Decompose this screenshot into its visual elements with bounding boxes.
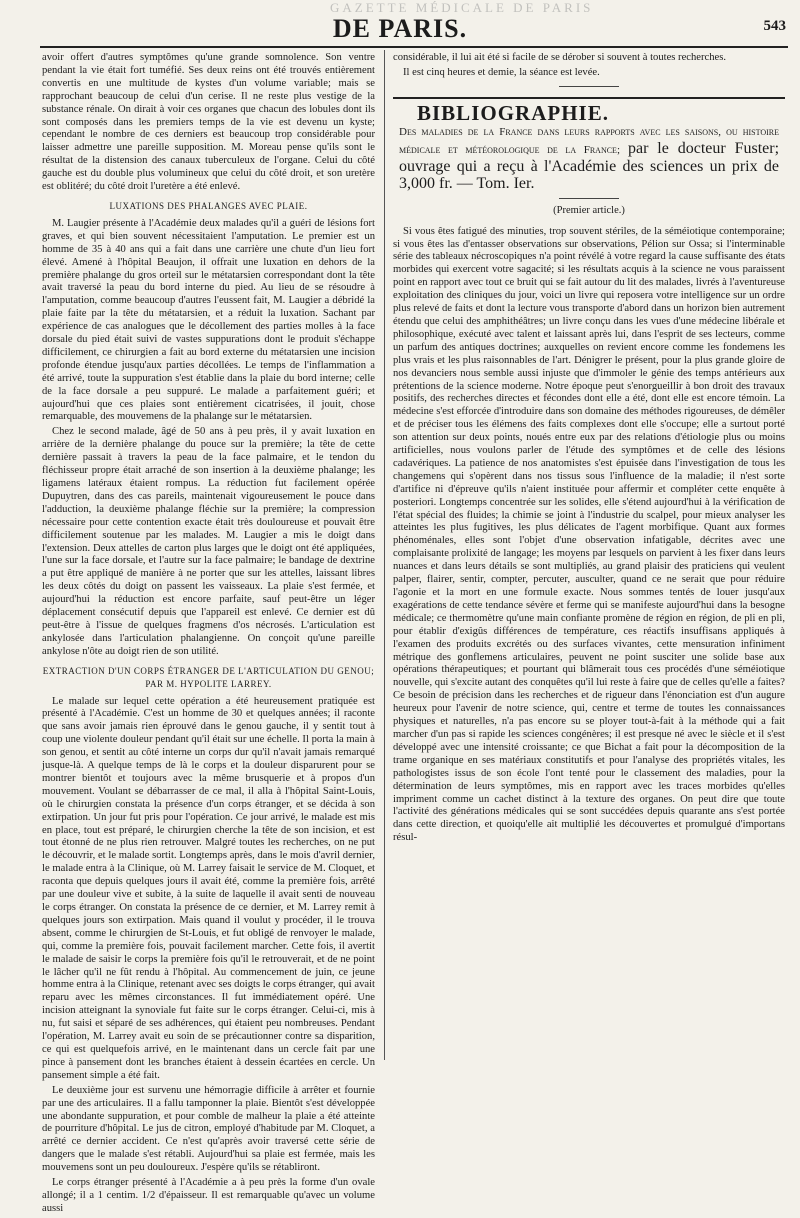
paragraph: Le malade sur lequel cette opération a été heureusement pratiquée est présenté à l'Académie. C'est un homme de 30 et quelques années; il raconte que sans avoir jamais rien éprouvé dans le genou gauche, il y sentit tout à coup une violente douleur pendant qu'il était sur une échelle. Il porta la main à son genou, et sentit au côté interne un corps dur qu'il n'avait jamais remarqué jusque-là. A quelque temps de là le corps et la douleur disparurent pour se montrer bientôt et toujours avec la même brusquerie et à propos d'un mouvement. Voulant se débarrasser de ce mal, il alla à l'hôpital Saint-Louis, où le chirurgien constata la présence d'un corps étranger, et se décida à son extirpation. Un jour fut pris pour l'opération. Ce jour arrivé, le malade est mis en place, tout est préparé, le chirurgien cherche la tête de son incision, et est tout étonné de ne plus rien retrouver. Malgré toutes les recherches, on ne put le découvrir, et le malade sortit. Longtemps après, dans le mois d'avril dernier, le malade entra à la Clinique, où M. Larrey faisait le service de M. Cloquet, et raconta que depuis quelques jours il avait été, comme la première fois, arrêté par une douleur vive et subite, à la suite de laquelle il avait senti de nouveau le corps étranger. On constata la présence de ce dernier, et M. Larrey remit à quelques jours son extirpation. Mais quand il voulut y procéder, il le trouva absent, comme le chirurgien de St-Louis, et fut obligé de renvoyer le malade, qui, comme la première fois, pouvait facilement marcher. Cette fois, il avertit le malade de saisir le corps la première fois qu'il le retrouverait, et de ne point le lâcher qu'il ne fût rendu à l'hôpital. Au commencement de juin, ce jeune homme entra à la Clinique, retenant avec ses doigts le corps étranger, qui avait reparu avec les mêmes circonstances. Il fut immédiatement opéré. Une incision atteignant la synoviale fut faite sur le corps étranger. Celui-ci, mis à nu, fut saisi et séparé de ses adhérences, qui étaient peu nombreuses. Pendant l'opération, M. Larrey avait eu soin de se précautionner contre sa disparition, ce qui est quelquefois arrivé, en le maintenant dans un cercle fait par une pince à pansement dont les branches étaient à dessein écartées en cercle. Un pansement simple a été fait. bbox=[42, 695, 375, 1081]
paragraph: considérable, il lui ait été si facile de se dérober si souvent à toutes recherches. bbox=[393, 52, 726, 63]
separator bbox=[559, 86, 619, 87]
section-heading: EXTRACTION D'UN CORPS ÉTRANGER DE L'ARTICULATION DU GENOU; PAR M. HYPOLITE LARREY. bbox=[42, 665, 375, 689]
page-number: 543 bbox=[763, 18, 786, 34]
book-citation bbox=[399, 124, 779, 192]
masthead-title: DE PARIS. bbox=[332, 14, 468, 43]
paragraph: Il est cinq heures et demie, la séance est levée. bbox=[403, 66, 600, 78]
ghost-banner: GAZETTE MÉDICALE DE PARIS bbox=[330, 0, 594, 15]
column-divider bbox=[384, 50, 385, 1060]
book-title: Des maladies de la France dans leurs rapports avec les saisons, ou histoire médicale et météorologique de la France; bbox=[399, 125, 779, 156]
left-column bbox=[42, 52, 375, 1218]
bibliography-title: BIBLIOGRAPHIE. bbox=[417, 100, 609, 125]
masthead bbox=[0, 14, 800, 44]
bibliography-section bbox=[393, 97, 785, 218]
book-author-note: par le docteur Fuster; ouvrage qui a reçu à l'Académie des sciences un prix de 3,000 fr. — Tom. Ier. bbox=[399, 139, 780, 192]
header-rule bbox=[40, 46, 788, 48]
paragraph: Chez le second malade, âgé de 50 ans à peu près, il y avait luxation en arrière de la dernière phalange du pouce sur la première; la tête de cette dernière passait à travers la peau de la face palmaire, et le tendon du fléchisseur propre était arraché de son insertion à la deuxième phalange; les ligamens latéraux étaient rompus. La réduction fut facilement opérée Dupuytren, dans des cas pareils, maintenait vigoureusement le pouce dans l'adduction, la deuxième phalange fléchie sur la première; la compression nécessaire pour cette contention exacte était très douloureuse et pouvait être difficilement soutenue par les malades. M. Laugier a mis le doigt dans l'extension. Deux attelles de carton plus larges que le doigt ont été appliquées, l'une sur la face dorsale, et l'autre sur la face palmaire; le bandage de dextrine a put être appliqué de manière à ne porter que sur les attelles, laissant libres les deux côtés du doigt on passent les vaisseaux. La plaie s'est fermée, et aujourd'hui la réduction est encore parfaite, sauf peut-être un léger déplacement consécutif depuis que l'appareil est enlevé. Ce dernier est dû peut-être à l'issue de quelques fragmens d'os nécrosés. L'articulation est ankylosée dans l'articulation phalangienne. On conçoit qu'une pareille ankylose n'ôte au doigt rien de son utilité. bbox=[42, 426, 375, 657]
paragraph: Si vous êtes fatigué des minuties, trop souvent stériles, de la séméiotique contemporaine; si vous êtes las d'entasser observations sur observations, Pélion sur Ossa; si l'interminable série des tableaux nécroscopiques n'a point révélé à votre regard la cause suffisante des états morbides qui exercent votre sagacité; si les résultats acquis à la science ne vous paraissent point en rapport avec tout ce bruit qui se fait autour du lit des malades, livrés à l'aventureuse exploitation des cliniques du jour, voici un livre qui reposera votre intelligence sur un ordre plus relevé de faits et dont la lecture vous transporte d'abord dans un horizon bien autrement étendu que celui des amphithéâtres; un livre conçu dans les vues d'une médecine libérale et philosophique, exécuté avec talent et laissant après lui, dans l'esprit de ses lecteurs, comme un parfum des antiques doctrines; auxquelles on revient encore comme les fondemens les plus vrais et les plus raisonnables de l'art. Dénigrer le présent, pour la plus grande gloire de nos devanciers nous semble aussi injuste que d'immoler le génie des temps antérieurs aux prétentions de la science moderne. Notre époque peut s'enorgueillir à bon droit des travaux positifs, des recherches directes et fécondes dont elle a été, dont elle est encore témoin. La médecine s'est efforcée d'introduire dans son domaine des méthodes rigoureuses, de démêler et de préciser tous les élémens des faits complexes dont elle s'occupe; elle a surtout porté son attention sur deux points, noués entre eux par des relations d'étiologie plus ou moins artificielles, nous voulons parler de l'étude des symptômes et de celle des lésions cadavériques. La patience de nos anatomistes s'est épuisée dans l'investigation de tous les changemens qui s'opèrent dans nos tissus sous l'influence de la maladie; il n'est sorte d'artifice ni d'épreuve qu'ils n'aient instituée pour affermir et compléter cette enquête à posteriori. Longtemps concentrée sur les solides, elle s'étend aujourd'hui à la vérification de l'état spécial des fluides; la chimie se joint à l'industrie du scalpel, pour mieux analyser les atteintes les plus fugitives, les plus délicates de l'agent morbifique. Quant aux formes phénoménales, elles sont l'objet d'une observation infatigable, décrites avec une complaisante prolixité de langage; les moyens par lesquels on parvient à les fixer dans leurs nuances et dans leurs détails se sont multipliés, au grand plaisir des praticiens qui veulent palper, flairer, sentir, compter, percuter, ausculter, quand ce ne serait que pour réduire l'agonie et la mort en une formule exacte. Nous sommes tentés de louer jusqu'aux exagérations de cette tendance sévère et ferme qui se manifeste aujourd'hui dans la besogne médicale; ce thermomètre qu'une main confiante promène de région en région, de pli en pli, pour établir d'exigûs différences de température, ces réactifs insuffisans appliqués à l'examen des produits excrétés ou des surfaces vivantes, cette mensuration infiniment métrique des gonflemens articulaires, peuvent ne point susciter une solide base aux opérations thérapeutiques; et pourtant qui blâmerait tous ces procédés d'une séméiotique nouvelle, qui s'excite autant des conquêtes qu'il lui reste à faire que de celles qu'elle a faites? Ce besoin de précision dans les recherches et de rigueur dans l'énonciation est d'un augure heureux pour l'avenir de notre science, qui, centre et terme de toutes les connaissances physiques et naturelles, n'a pas encore su se ployer tout-à-fait à la méthode qui a fait marcher d'un pas si rapide les sciences congénères; il est presque né avec le siècle et il s'est développé avec une intensité croissante; ce que Bichat a fait pour la décomposition de la trame organique en ses matériaux constitutifs et pour l'analyse des propriétés vitales, les pathologistes issus de son école l'ont tenté pour le classement des maladies, pour la détermination de leurs symptômes, mis en rapport avec les traces morbides qu'elles impriment comme un cachet distinct à la texture des organes. On peut dire que toute l'activité des générations médicales qui se sont succédées depuis quarante ans s'est portée dans cette direction, et quoiqu'elle ait multiplié les découvertes et promulgué d'importans résul- bbox=[393, 225, 785, 844]
separator bbox=[559, 198, 619, 199]
paragraph: Le deuxième jour est survenu une hémorragie difficile à arrêter et fournie par une des articulaires. Il a fallu tamponner la plaie. Bientôt s'est développée une abondante suppuration, et pour comble de malheur la plaie a été atteinte de pourriture d'hôpital. Le jus de citron, employé d'habitude par M. Cloquet, a arrêté ce dernier accident. Ce n'est qu'après avoir traversé cette série de dangers que le malade s'est rétabli. Aujourd'hui sa plaie est fermée, mais les mouvemens sont un peu douloureux. J'espère qu'ils se rétabliront. bbox=[42, 1084, 375, 1174]
article-marker: (Premier article.) bbox=[553, 204, 625, 216]
right-column bbox=[393, 52, 785, 847]
paragraph: avoir offert d'autres symptômes qu'une grande somnolence. Son ventre pendant la vie était fort tuméfié. Ses deux reins ont été trouvés entièrement convertis en une multitude de kystes d'un volume variable; mais se rapprochant beaucoup de celui d'un cerise. Il ne reste plus vestige de la substance rénale. On dirait à voir ces organes que chacun des lobules dont ils sont composés dans les premiers temps de la vie est devenu un kyste; cependant le nombre de ces derniers est beaucoup trop considérable pour laisser admettre une pareille supposition. M. Moreau pense qu'ils sont le résultat de la distension des canaux tuberculeux de l'organe. Celui du côté gauche est du double plus volumineux que celui du côté droit, et son uretère est oblitéré; du côté droit l'uretère a été enlevé. bbox=[42, 52, 375, 193]
paragraph: M. Laugier présente à l'Académie deux malades qu'il a guéri de lésions fort graves, et qui bien souvent nécessitaient l'amputation. Le premier est un homme de 35 à 40 ans qui a fait dans une carrière une chute d'un lieu fort élevé. Amené à l'hôpital Beaujon, il offrait une luxation en dehors de la première phalange du gros orteil sur le métatarsien correspondant dont la tête avait traversé la peau du bord interne du pied. Au lieu de se résoudre à l'amputation, comme beaucoup d'autres l'eussent fait, M. Laugier a débridé la plaie faite par la tête du métatarsien, et a réduit la luxation. Sachant par expérience de cas analogues que le décollement des parties molles à la face dorsale du pied était suivi de vastes suppurations dont le produit s'échappe difficilement, ce chirurgien a fait au bord externe du métatarsien une incision profonde étendue jusqu'aux parties décollées. Le temps de l'inflammation a été arrivé, toute la suppuration s'est établie dans la plaie du bord interne; celle de la face dorsale a peu suppuré. Le malade a parfaitement guéri; et aujourd'hui que ces plaies sont entièrement cicatrisées, il jouit, chose remarquable, des mouvemens de la phalange sur le métatarsien. bbox=[42, 217, 375, 423]
section-heading: LUXATIONS DES PHALANGES AVEC PLAIE. bbox=[109, 200, 308, 211]
paragraph: Le corps étranger présenté à l'Académie a à peu près la forme d'un ovale allongé; il a 1 centim. 1/2 d'épaisseur. Il est remarquable qu'avec un volume aussi bbox=[42, 1177, 375, 1214]
